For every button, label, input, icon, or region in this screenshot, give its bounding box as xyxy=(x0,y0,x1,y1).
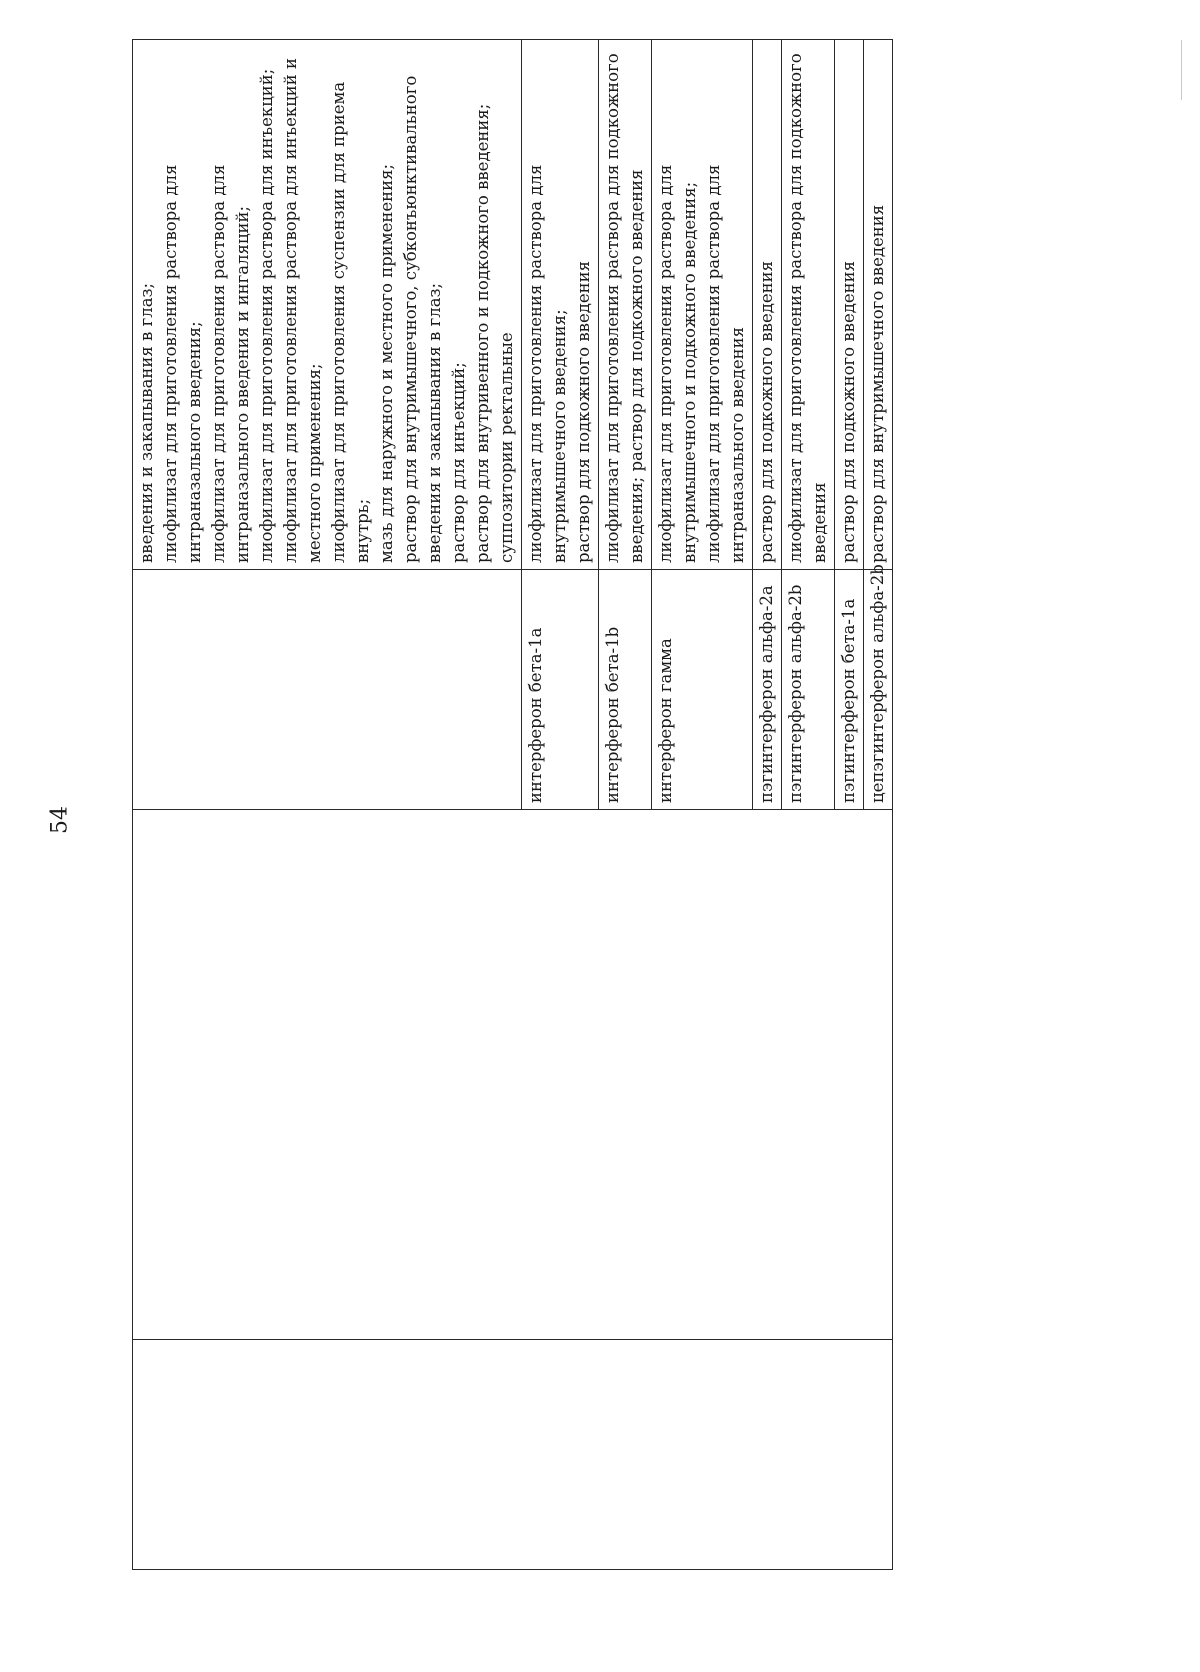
dosage-form-line: лиофилизат для приготовления раствора для интраназального введения xyxy=(704,164,747,563)
dosage-forms xyxy=(599,40,652,570)
dosage-form-line: лиофилизат для приготовления раствора для внутримышечного введения; xyxy=(526,164,569,563)
drug-name: пэгинтерферон альфа-2a xyxy=(753,570,782,810)
code-column-cell xyxy=(133,1340,893,1570)
dosage-form-line: раствор для подкожного введения xyxy=(757,260,776,563)
drug-table-body xyxy=(133,40,893,1570)
dosage-forms xyxy=(753,40,782,570)
dosage-forms xyxy=(864,40,893,570)
dosage-forms xyxy=(522,40,599,570)
dosage-form-line: суппозитории ректальные xyxy=(497,332,516,563)
dosage-form-line: раствор для внутримышечного, субконъюнктивального введения и закапывания в глаз; xyxy=(401,75,444,563)
drug-name: интерферон бета-1b xyxy=(599,570,652,810)
dosage-form-line: введения и закапывания в глаз; xyxy=(137,282,156,563)
dosage-form-line: лиофилизат для приготовления раствора для подкожного введения xyxy=(786,53,829,563)
dosage-form-line: раствор для внутримышечного введения xyxy=(868,204,887,563)
dosage-form-line: лиофилизат для приготовления суспензии для приема внутрь; xyxy=(329,81,372,563)
group-column-cell xyxy=(133,810,893,1340)
drug-name: пэгинтерферон альфа-2b xyxy=(782,570,835,810)
scan-edge-mark xyxy=(1181,40,1182,100)
dosage-form-line: лиофилизат для приготовления раствора для интраназального введения и ингаляций; xyxy=(209,164,252,563)
dosage-forms xyxy=(835,40,864,570)
rotated-document xyxy=(132,40,1044,1570)
dosage-form-line: мазь для наружного и местного применения; xyxy=(377,163,396,563)
drug-table xyxy=(132,39,893,1570)
dosage-form-line: лиофилизат для приготовления раствора для инъекций; xyxy=(257,68,276,563)
drug-name: интерферон гамма xyxy=(652,570,753,810)
dosage-form-line: лиофилизат для приготовления раствора для интраназального введения; xyxy=(161,164,204,563)
dosage-form-line: раствор для инъекций; xyxy=(449,362,468,563)
dosage-form-line: раствор для внутривенного и подкожного введения; xyxy=(473,103,492,563)
dosage-form-line: раствор для подкожного введения xyxy=(839,260,858,563)
table-row xyxy=(133,40,522,1570)
page-number: 54 xyxy=(47,806,73,834)
dosage-forms xyxy=(133,40,522,570)
drug-name: цепэгинтерферон альфа-2b xyxy=(864,570,893,810)
dosage-form-line: раствор для подкожного введения xyxy=(574,260,593,563)
drug-name: интерферон бета-1a xyxy=(522,570,599,810)
dosage-form-line: лиофилизат для приготовления раствора для внутримышечного и подкожного введения; xyxy=(656,164,699,563)
dosage-forms xyxy=(652,40,753,570)
dosage-form-line: лиофилизат для приготовления раствора для подкожного введения; раствор для подкожного введения xyxy=(603,53,646,563)
drug-name xyxy=(133,570,522,810)
dosage-forms xyxy=(782,40,835,570)
dosage-form-line: лиофилизат для приготовления раствора для инъекций и местного применения; xyxy=(281,57,324,563)
drug-name: пэгинтерферон бета-1a xyxy=(835,570,864,810)
